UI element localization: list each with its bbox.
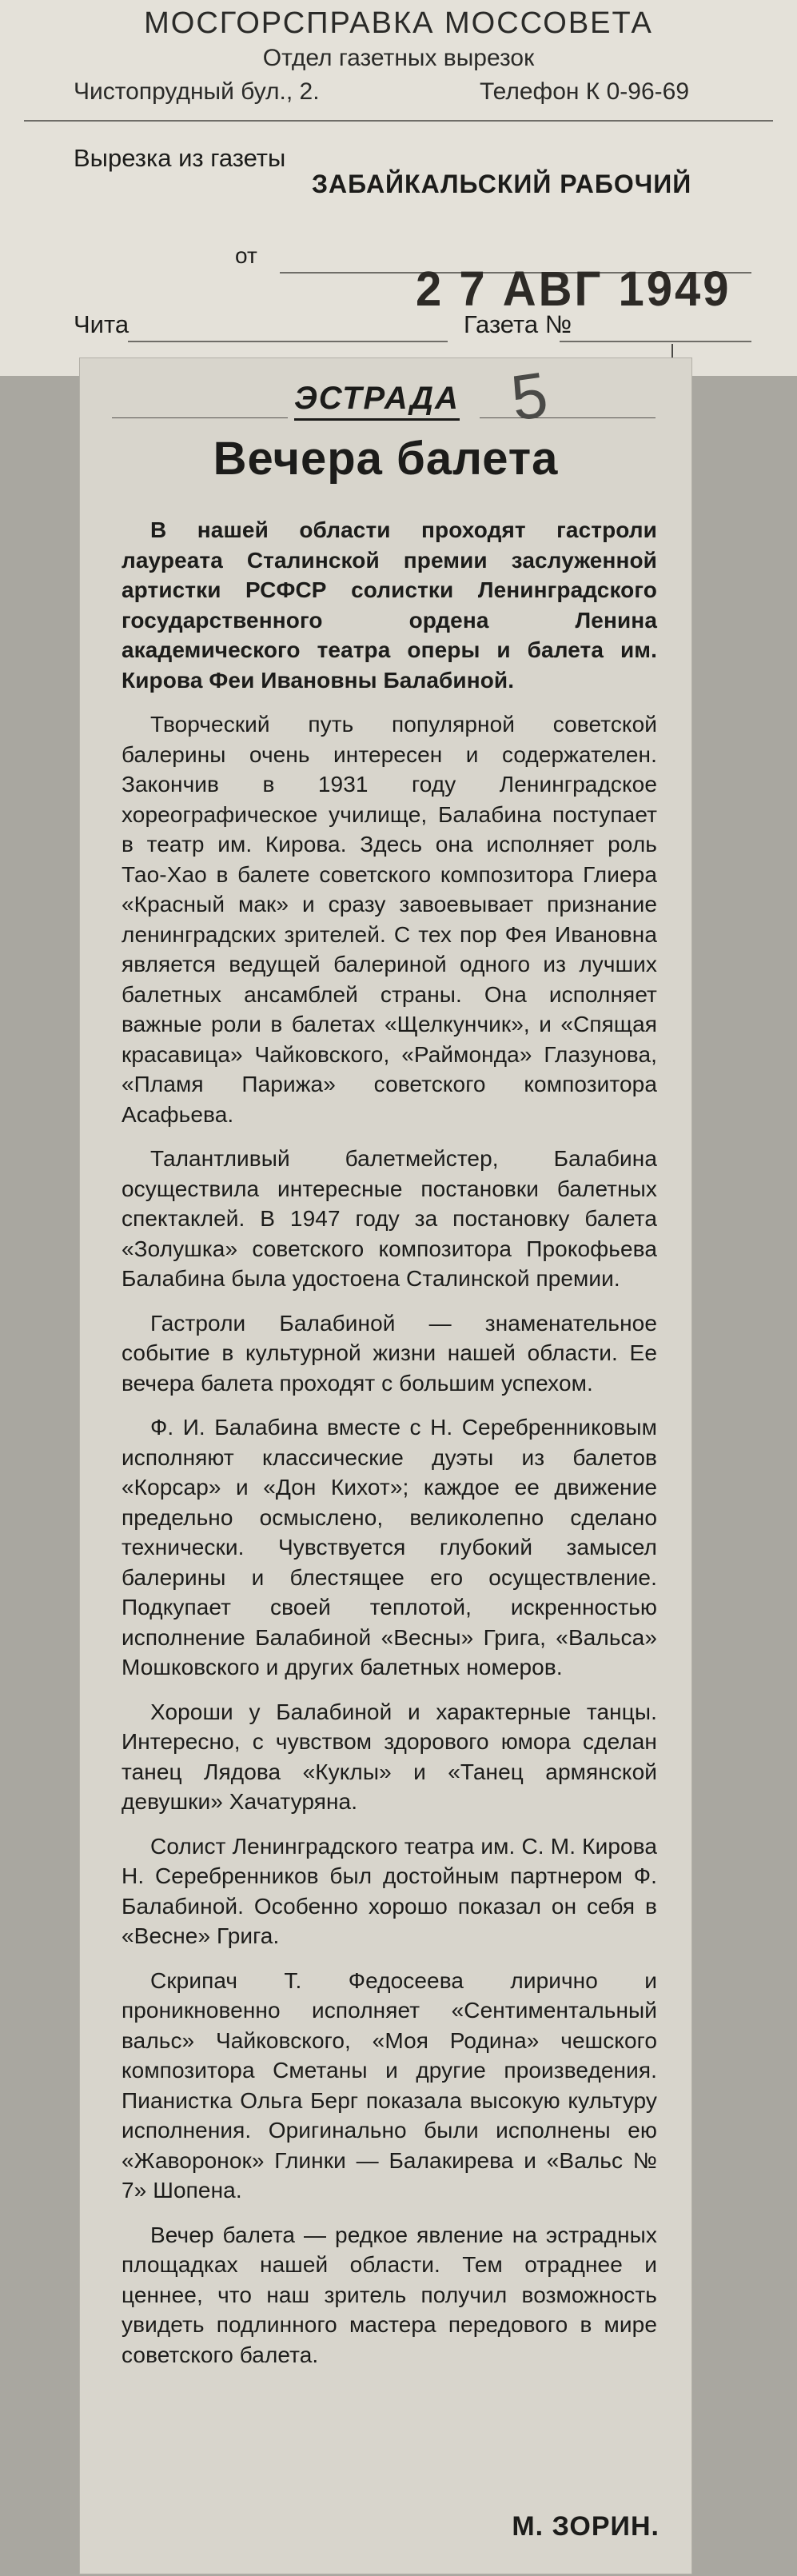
article-paragraph: Ф. И. Балабина вместе с Н. Серебренниковым исполняют классические дуэты из балетов «Корсар» и «Дон Кихот»; каждое ее движение предельно осмыслено, великолепно сделано технически. Чувствуется глубокий замысел балерины и блестящее его осуществление. Подкупает своей теплотой, искренностью исполнение Балабиной «Весны» Грига, «Вальса» Мошковского и других балетных номеров. bbox=[122, 1415, 657, 1679]
article-paragraph: Творческий путь популярной советской балерины очень интересен и содержателен. Закончив в 1931 году Ленинградское хореографическое училище, Балабина поступает в театр им. Кирова. Здесь она исполняет роль Тао-Хао в балете советского композитора Глиера «Красный мак» и сразу завоевывает признание ленинградских зрителей. С тех пор Фея Ивановна является ведущей балериной одного из лучших балетных ансамблей страны. Она исполняет важные роли в балетах «Щелкунчик», и «Спящая красавица» Чайковского, «Раймонда» Глазунова, «Пламя Парижа» советского композитора Асафьева. bbox=[122, 712, 657, 1127]
address: Чистопрудный бул., 2. bbox=[74, 78, 320, 105]
section-tag: ЭСТРАДА bbox=[294, 381, 460, 421]
gazeta-number-line bbox=[560, 341, 751, 342]
author-signature: М. ЗОРИН. bbox=[512, 2511, 660, 2542]
article-title: Вечера балета bbox=[213, 433, 559, 485]
gazeta-number-label: Газета № bbox=[464, 310, 572, 338]
article-paragraph: Скрипач Т. Федосеева лирично и проникновенно исполняет «Сентиментальный вальс» Чайковского, «Моя Родина» чешского композитора Сметаны и другие произведения. Пианистка Ольга Берг показала высокую культуру исполнения. Оригинально были исполнены ею «Жаворонок» Глинки — Балакирева и «Вальс № 7» Шопена. bbox=[122, 1967, 657, 2203]
clipping-form-card bbox=[0, 0, 797, 376]
phone: Телефон К 0-96-69 bbox=[480, 78, 690, 105]
date-stamp: 2 7 АВГ 1949 bbox=[416, 262, 731, 317]
city-line bbox=[128, 341, 448, 342]
newspaper-clipping bbox=[80, 358, 691, 2574]
section-rule-right bbox=[480, 417, 656, 418]
article-paragraph: Талантливый балетмейстер, Балабина осуществила интересные постановки балетных спектаклей. В 1947 году за постановку балета «Золушка» советского композитора Прокофьева Балабина была удостоена Сталинской премии. bbox=[122, 1146, 657, 1291]
organization-name: МОСГОРСПРАВКА МОССОВЕТА bbox=[144, 6, 653, 40]
article-paragraph: Хороши у Балабиной и характерные танцы. Интересно, с чувством здорового юмора сделан танец Лядова «Куклы» и «Танец армянской девушки» Хачатуряна. bbox=[122, 1699, 657, 1814]
section-rule-left bbox=[112, 417, 288, 418]
from-label: от bbox=[235, 243, 257, 268]
handwritten-mark: 5 bbox=[506, 358, 552, 434]
article-paragraph: Гастроли Балабиной — знаменательное событие в культурной жизни нашей области. Ее вечера балета проходят с большим успехом. bbox=[122, 1310, 657, 1396]
article-paragraph: Солист Ленинградского театра им. С. М. Кирова Н. Серебренников был достойным партнером Ф. Балабиной. Особенно хорошо показал он себя в «Весне» Грига. bbox=[122, 1833, 657, 1948]
article-paragraph: Вечер балета — редкое явление на эстрадных площадках нашей области. Тем отраднее и ценнее, что наш зритель получил возможность увидеть подлинного мастера передового в мире советского балета. bbox=[122, 2222, 657, 2367]
newspaper-name: ЗАБАЙКАЛЬСКИЙ РАБОЧИЙ bbox=[312, 170, 692, 198]
city: Чита bbox=[74, 310, 130, 338]
article-body bbox=[122, 515, 657, 2384]
clip-label: Вырезка из газеты bbox=[74, 144, 286, 172]
header-divider bbox=[24, 120, 773, 122]
department-name: Отдел газетных вырезок bbox=[262, 45, 535, 71]
article-paragraph: В нашей области проходят гастроли лауреата Сталинской премии заслуженной артистки РСФСР солистки Ленинградского государственного ордена Ленина академического театра оперы и балета им. Кирова Феи Ивановны Балабиной. bbox=[122, 517, 657, 693]
